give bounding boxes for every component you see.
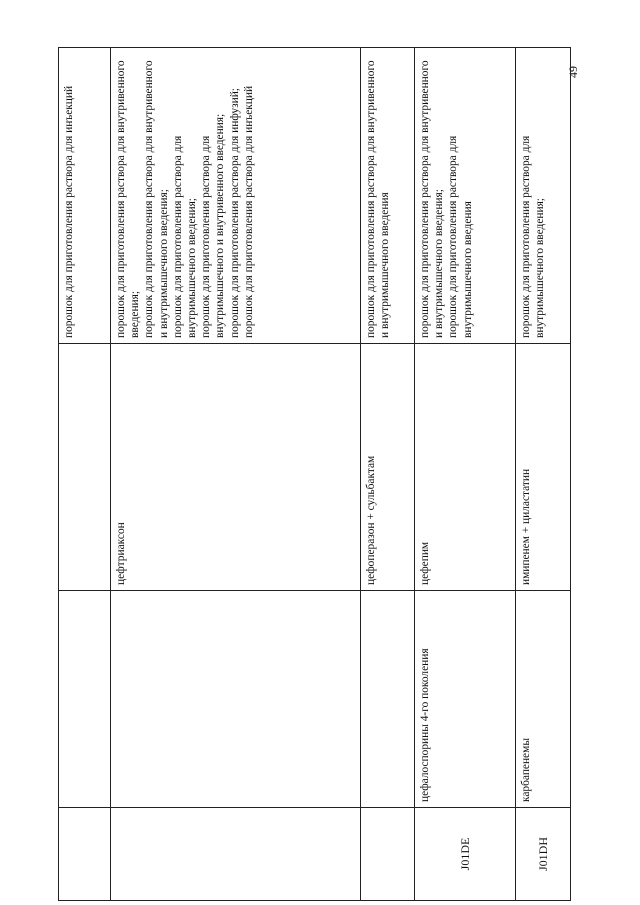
forms-cell: [361, 48, 415, 344]
form-line: порошок для приготовления раствора для внутривенного и внутримышечного введения;: [419, 60, 446, 338]
form-line: порошок для приготовления раствора для внутримышечного введения;: [171, 135, 199, 338]
forms-cell: [415, 48, 516, 344]
group-cell: [111, 591, 361, 808]
table-row: [516, 48, 571, 901]
table-row: [59, 48, 111, 901]
forms-cell: [59, 48, 111, 344]
table-row: [111, 48, 361, 901]
atc-code-cell: J01DH: [516, 808, 571, 901]
forms-cell: [111, 48, 361, 344]
table-row: [361, 48, 415, 901]
form-line: порошок для приготовления раствора для внутривенного и внутримышечного введения: [365, 60, 392, 338]
group-cell: цефалоспорины 4-го поколения: [415, 591, 516, 808]
form-line: порошок для приготовления раствора для инфузий;: [228, 88, 241, 338]
drug-cell: цефоперазон + сульбактам: [361, 344, 415, 591]
atc-code-cell: [59, 808, 111, 901]
forms-cell: [516, 48, 571, 344]
atc-code-cell: J01DE: [415, 808, 516, 901]
form-line: порошок для приготовления раствора для инъекций: [242, 85, 255, 338]
form-line: порошок для приготовления раствора для инъекций: [63, 85, 75, 338]
table-row: [415, 48, 516, 901]
drug-cell: [59, 344, 111, 591]
atc-code-cell: [361, 808, 415, 901]
form-line: порошок для приготовления раствора для внутримышечного введения;: [520, 135, 547, 338]
group-cell: карбапенемы: [516, 591, 571, 808]
group-cell: [361, 591, 415, 808]
drug-cell: имипенем + циластатин: [516, 344, 571, 591]
form-line: порошок для приготовления раствора для внутривенного и внутримышечного введения;: [143, 60, 170, 338]
drug-cell: цефепим: [415, 344, 516, 591]
form-line: порошок для приготовления раствора для внутримышечного и внутривенного введения;: [200, 113, 227, 338]
drug-cell: цефтриаксон: [111, 344, 361, 591]
page-number: 49: [566, 66, 580, 78]
form-line: порошок для приготовления раствора для внутримышечного введения: [447, 135, 474, 338]
group-cell: [59, 591, 111, 808]
form-line: порошок для приготовления раствора для внутривенного введения;: [115, 60, 142, 338]
atc-code-cell: [111, 808, 361, 901]
rotated-table-container: [58, 48, 570, 901]
drug-table: [58, 47, 571, 901]
